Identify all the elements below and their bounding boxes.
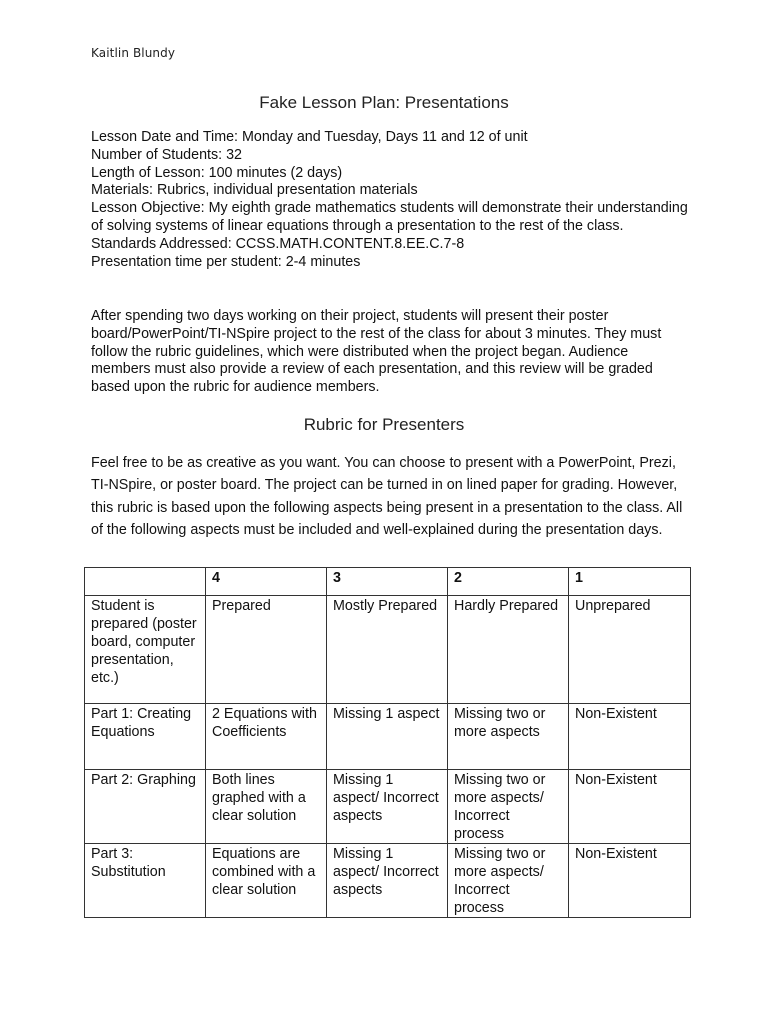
header-cell-score-2: 2 <box>448 568 569 596</box>
header-cell-criteria <box>85 568 206 596</box>
table-cell: Both lines graphed with a clear solution <box>206 770 327 844</box>
info-standards: Standards Addressed: CCSS.MATH.CONTENT.8.EE.C.7-8 <box>91 235 465 252</box>
info-date-time: Lesson Date and Time: Monday and Tuesday, Days 11 and 12 of unit <box>91 129 528 145</box>
table-cell: Missing 1 aspect/ Incorrect aspects <box>327 770 448 844</box>
table-cell: Unprepared <box>569 596 691 704</box>
lesson-info <box>91 129 691 271</box>
author-name: Kaitlin Blundy <box>91 46 176 60</box>
info-materials: Materials: Rubrics, individual presentation materials <box>91 182 418 199</box>
table-cell: Non-Existent <box>569 844 691 918</box>
table-cell: Part 1: Creating Equations <box>85 704 206 770</box>
info-number-of-students: Number of Students: 32 <box>91 146 242 163</box>
table-cell: Missing two or more aspects <box>448 704 569 770</box>
table-cell: 2 Equations with Coefficients <box>206 704 327 770</box>
rubric-table <box>84 567 691 918</box>
table-header-row <box>85 568 691 596</box>
info-objective: Lesson Objective: My eighth grade mathematics students will demonstrate their understanding of solving systems of linear equations through a presentation to the rest of the class. <box>91 200 688 234</box>
info-presentation-time: Presentation time per student: 2-4 minutes <box>91 253 361 270</box>
rubric-intro: Feel free to be as creative as you want. You can choose to present with a PowerPoint, Prezi, TI-NSpire, or poster board. The project can be turned in on lined paper for grading. However, this rubric is based upon the following aspects being present in a presentation to the class. All of the following aspects must be included and well-explained during the presentation days. <box>91 455 683 539</box>
table-cell: Missing 1 aspect <box>327 704 448 770</box>
table-cell: Prepared <box>206 596 327 704</box>
table-cell: Student is prepared (poster board, computer presentation, etc.) <box>85 596 206 704</box>
table-cell: Missing 1 aspect/ Incorrect aspects <box>327 844 448 918</box>
header-cell-score-1: 1 <box>569 568 691 596</box>
table-cell: Missing two or more aspects/ Incorrect process <box>448 844 569 918</box>
table-row <box>85 704 691 770</box>
rubric-title: Rubric for Presenters <box>303 415 465 434</box>
header-cell-score-3: 3 <box>327 568 448 596</box>
table-cell: Equations are combined with a clear solution <box>206 844 327 918</box>
header-cell-score-4: 4 <box>206 568 327 596</box>
table-row <box>85 596 691 704</box>
intro-paragraph: After spending two days working on their project, students will present their poster board/PowerPoint/TI-NSpire project to the rest of the class for about 3 minutes. They must follow the rubric guidelines, which were distributed when the project began. Audience members must also provide a review of each presentation, and this review will be graded based upon the rubric for audience members. <box>91 308 662 396</box>
table-cell: Part 3: Substitution <box>85 844 206 918</box>
table-cell: Missing two or more aspects/ Incorrect process <box>448 770 569 844</box>
info-length: Length of Lesson: 100 minutes (2 days) <box>91 164 343 181</box>
table-cell: Part 2: Graphing <box>85 770 206 844</box>
table-cell: Hardly Prepared <box>448 596 569 704</box>
table-cell: Non-Existent <box>569 770 691 844</box>
table-row <box>85 844 691 918</box>
page-title: Fake Lesson Plan: Presentations <box>259 93 509 112</box>
table-cell: Mostly Prepared <box>327 596 448 704</box>
table-cell: Non-Existent <box>569 704 691 770</box>
table-row <box>85 770 691 844</box>
